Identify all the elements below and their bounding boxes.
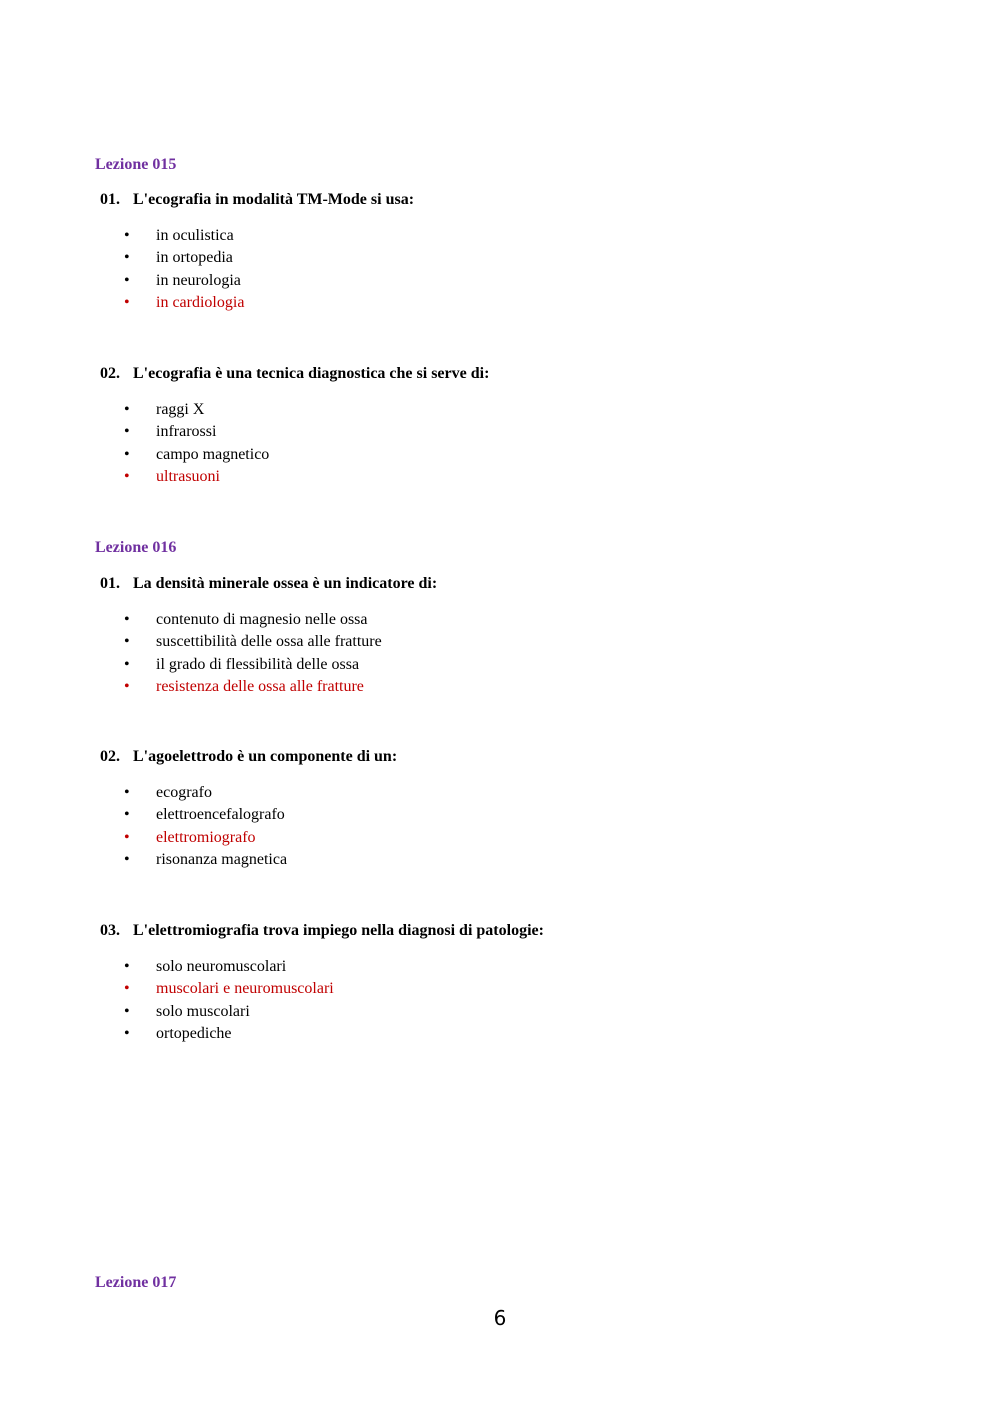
question-text: L'ecografia è una tecnica diagnostica che si serve di: xyxy=(133,365,490,382)
answer-option xyxy=(100,782,920,804)
bullet-icon: • xyxy=(124,655,130,673)
answer-option xyxy=(100,247,920,269)
answer-option xyxy=(100,609,920,631)
answer-list xyxy=(100,225,920,314)
answer-option xyxy=(100,444,920,466)
answer-text: ultrasuoni xyxy=(156,467,220,485)
answer-option xyxy=(100,1023,920,1045)
bullet-icon: • xyxy=(124,784,130,801)
question-title xyxy=(100,747,920,767)
answer-text: muscolari e neuromuscolari xyxy=(156,980,334,998)
lesson-heading-015: Lezione 015 xyxy=(95,156,177,173)
answer-option xyxy=(100,225,920,247)
answer-list xyxy=(100,609,920,698)
answer-text: in neurologia xyxy=(156,271,241,289)
question-016-01 xyxy=(100,574,920,698)
bullet-icon: • xyxy=(124,677,130,695)
bullet-icon: • xyxy=(124,1002,130,1020)
answer-text: elettroencefalografo xyxy=(156,806,285,824)
answer-option-correct xyxy=(100,292,920,314)
answer-text: raggi X xyxy=(156,401,205,418)
bullet-icon: • xyxy=(124,293,130,311)
bullet-icon: • xyxy=(124,445,130,463)
answer-text: resistenza delle ossa alle fratture xyxy=(156,677,364,695)
question-text: L'ecografia in modalità TM-Mode si usa: xyxy=(133,191,415,208)
answer-option xyxy=(100,421,920,443)
lesson-heading-016: Lezione 016 xyxy=(95,539,177,556)
answer-text: risonanza magnetica xyxy=(156,850,288,868)
question-number: 03. xyxy=(100,922,120,939)
answer-text: solo neuromuscolari xyxy=(156,958,287,975)
question-015-01 xyxy=(100,190,920,314)
bullet-icon: • xyxy=(124,980,130,998)
question-number: 02. xyxy=(100,365,120,382)
answer-text: contenuto di magnesio nelle ossa xyxy=(156,611,368,628)
answer-list xyxy=(100,782,920,871)
question-title xyxy=(100,190,920,210)
question-title xyxy=(100,364,920,384)
question-title xyxy=(100,574,920,594)
bullet-icon: • xyxy=(124,249,130,267)
answer-text: elettromiografo xyxy=(156,828,256,846)
bullet-icon: • xyxy=(124,806,130,824)
question-text: L'agoelettrodo è un componente di un: xyxy=(133,748,398,765)
answer-text: ecografo xyxy=(156,784,212,801)
answer-option xyxy=(100,849,920,871)
bullet-icon: • xyxy=(124,467,130,485)
question-title xyxy=(100,921,920,941)
answer-text: il grado di flessibilità delle ossa xyxy=(156,655,360,673)
question-number: 02. xyxy=(100,748,120,765)
answer-option xyxy=(100,804,920,826)
answer-option-correct xyxy=(100,466,920,488)
lesson-heading-017: Lezione 017 xyxy=(95,1274,177,1291)
bullet-icon: • xyxy=(124,828,130,846)
answer-text: in ortopedia xyxy=(156,249,233,267)
bullet-icon: • xyxy=(124,850,130,868)
question-016-03 xyxy=(100,921,920,1045)
bullet-icon: • xyxy=(124,633,130,651)
bullet-icon: • xyxy=(124,958,130,975)
question-number: 01. xyxy=(100,191,120,208)
question-016-02 xyxy=(100,747,920,871)
bullet-icon: • xyxy=(124,611,130,628)
bullet-icon: • xyxy=(124,423,130,441)
answer-text: suscettibilità delle ossa alle fratture xyxy=(156,633,382,651)
bullet-icon: • xyxy=(124,401,130,418)
page-number: 6 xyxy=(493,1306,507,1330)
question-text: L'elettromiografia trova impiego nella diagnosi di patologie: xyxy=(133,922,544,939)
answer-text: ortopediche xyxy=(156,1024,232,1042)
bullet-icon: • xyxy=(124,1024,130,1042)
answer-text: campo magnetico xyxy=(156,445,270,463)
answer-list xyxy=(100,399,920,488)
answer-option xyxy=(100,399,920,421)
question-text: La densità minerale ossea è un indicatore di: xyxy=(133,575,438,592)
answer-text: infrarossi xyxy=(156,423,217,441)
answer-option xyxy=(100,631,920,653)
answer-option-correct xyxy=(100,978,920,1000)
answer-option xyxy=(100,270,920,292)
answer-option xyxy=(100,654,920,676)
answer-option xyxy=(100,956,920,978)
answer-list xyxy=(100,956,920,1045)
bullet-icon: • xyxy=(124,227,130,244)
answer-text: in cardiologia xyxy=(156,293,245,311)
question-015-02 xyxy=(100,364,920,488)
answer-text: in oculistica xyxy=(156,227,234,244)
answer-option xyxy=(100,1001,920,1023)
bullet-icon: • xyxy=(124,271,130,289)
answer-option-correct xyxy=(100,676,920,698)
answer-option-correct xyxy=(100,827,920,849)
question-number: 01. xyxy=(100,575,120,592)
answer-text: solo muscolari xyxy=(156,1002,250,1020)
